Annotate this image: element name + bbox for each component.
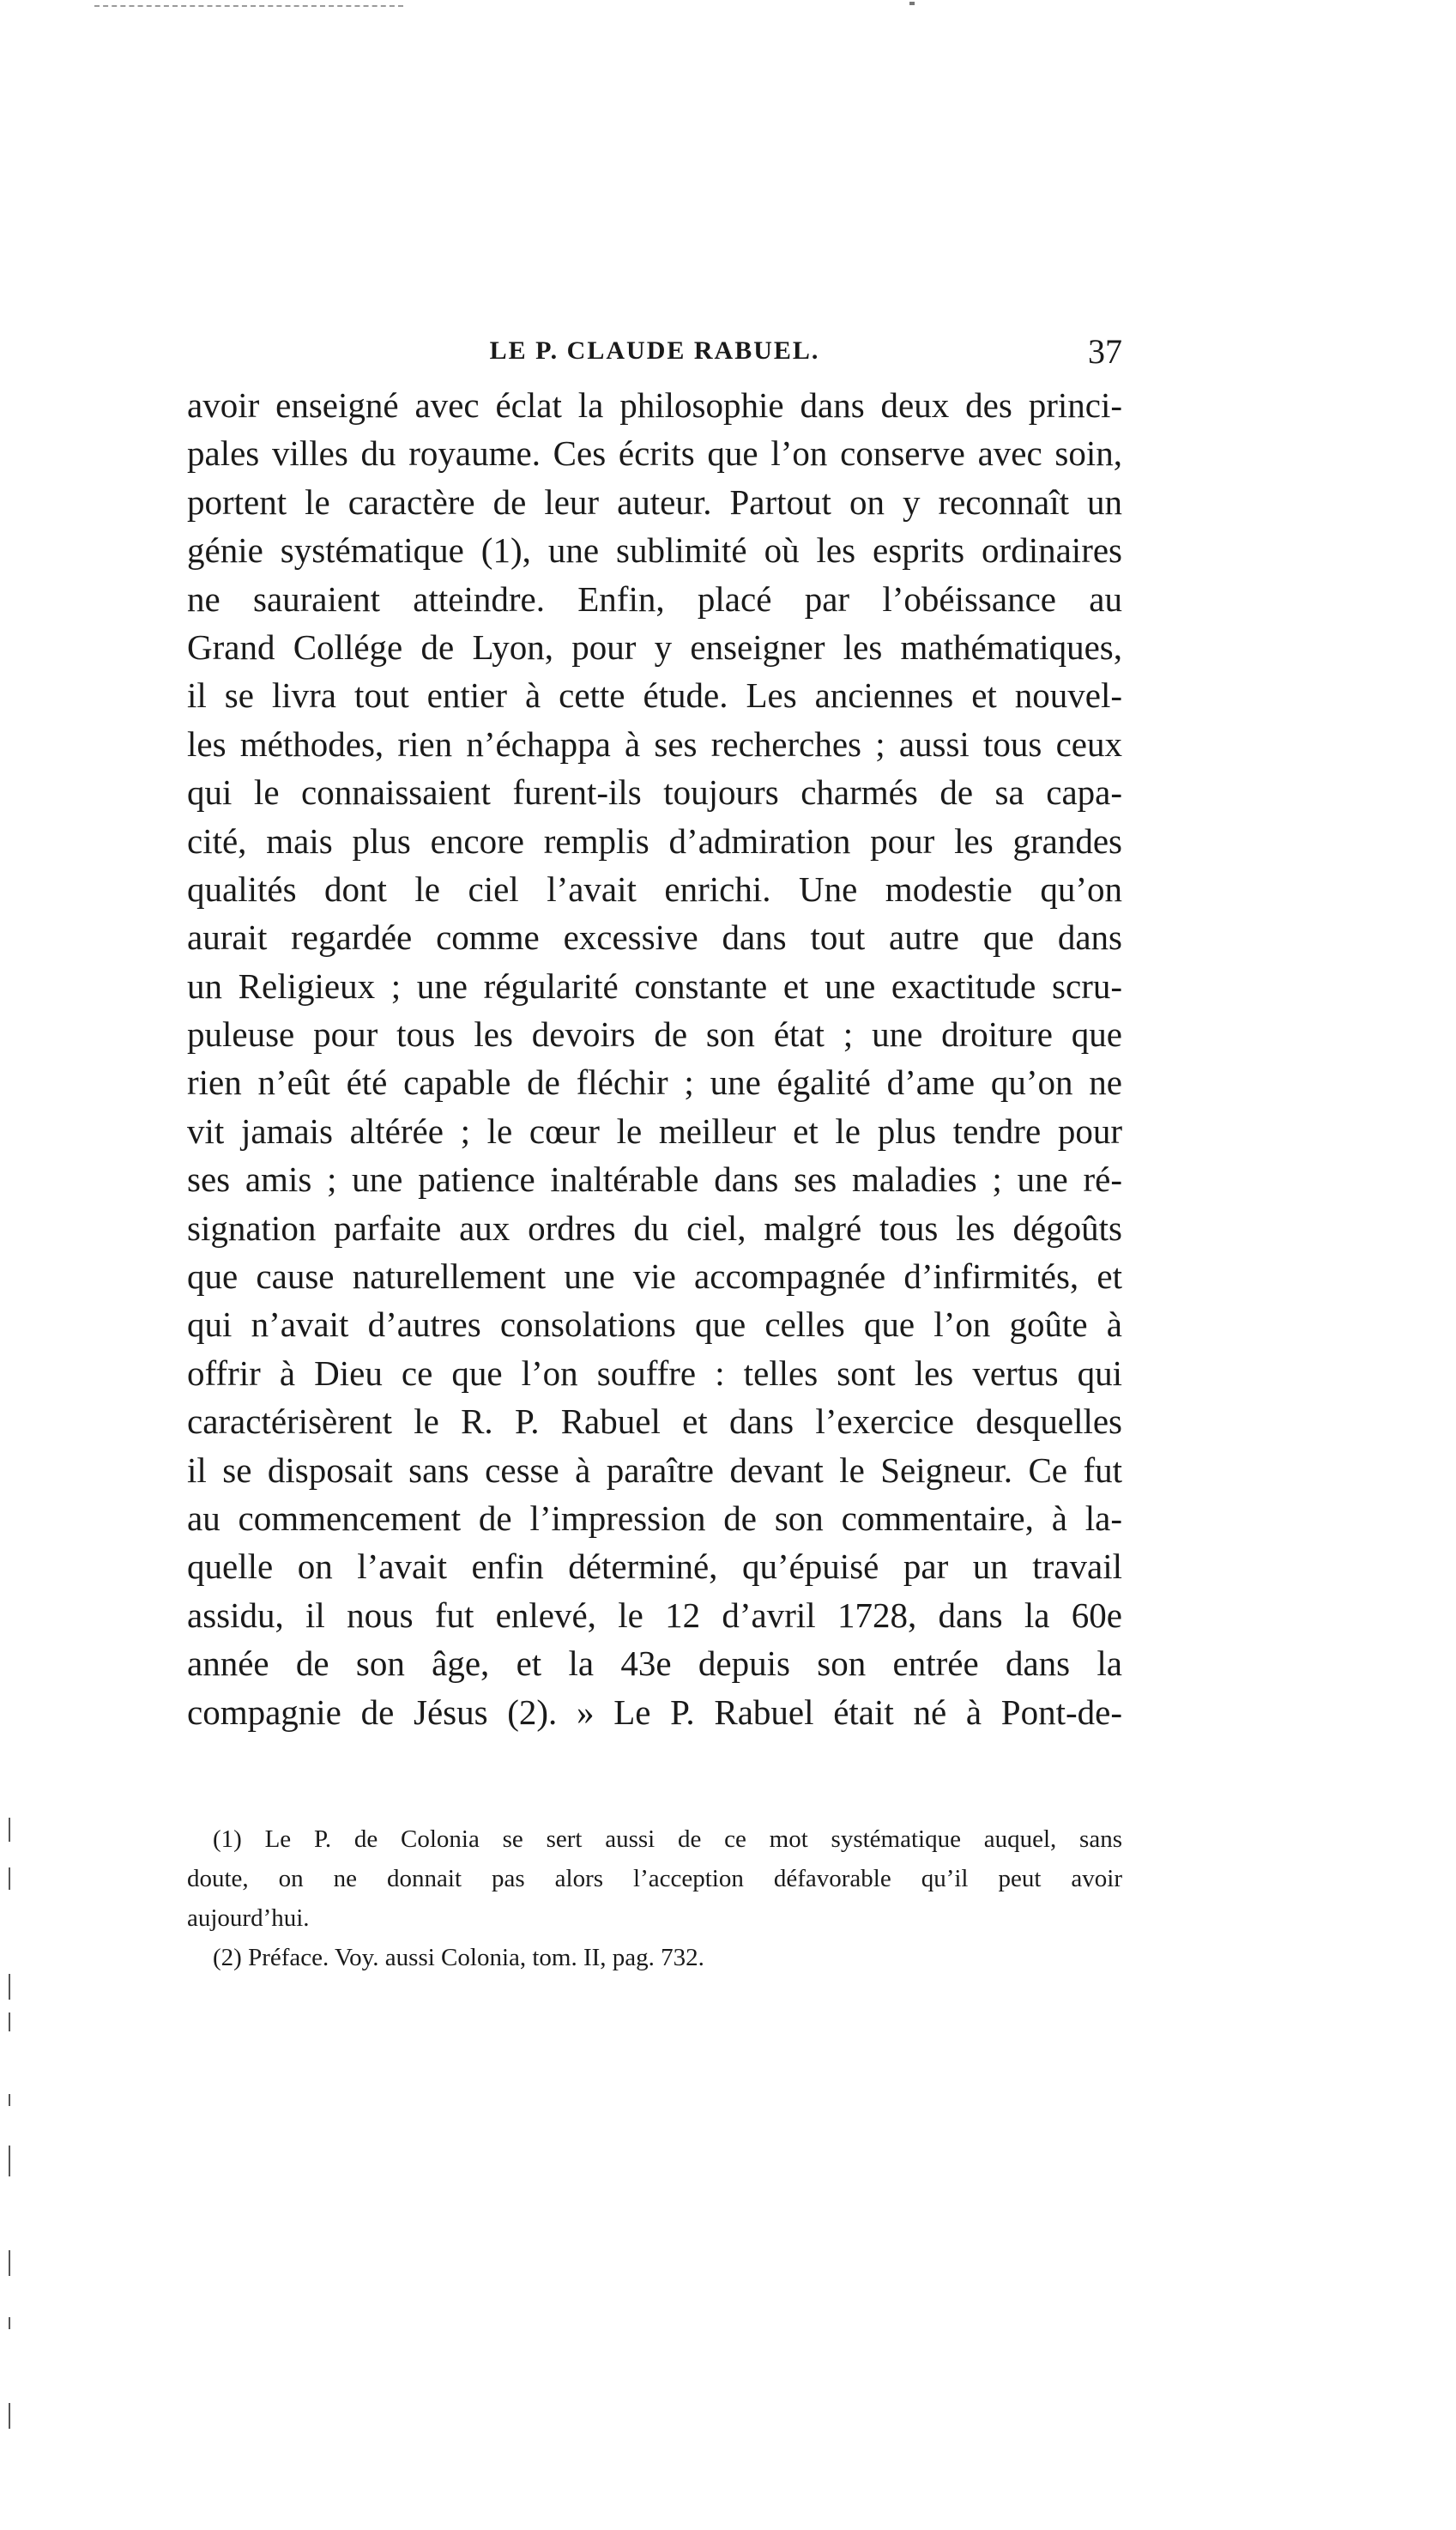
margin-scan-mark (9, 2250, 10, 2276)
footnote-1-line: (1) Le P. de Colonia se sert aussi de ce mot systématique auquel, sans (213, 1825, 1122, 1853)
text-line: portent le caractère de leur auteur. Partout on y reconnaît un (187, 481, 1122, 522)
text-line: il se disposait sans cesse à paraître devant le Seigneur. Ce fut (187, 1450, 1122, 1490)
running-head (187, 333, 1122, 376)
text-line: ses amis ; une patience inaltérable dans ses maladies ; une ré- (187, 1159, 1122, 1200)
text-line: aurait regardée comme excessive dans tout autre que dans (187, 917, 1122, 958)
text-line: caractérisèrent le R. P. Rabuel et dans l’exercice desquelles (187, 1401, 1122, 1442)
margin-scan-mark (9, 1974, 10, 2000)
text-line: génie systématique (1), une sublimité où les esprits ordinaires (187, 530, 1122, 571)
margin-scan-mark (9, 1867, 10, 1890)
margin-scan-mark (9, 2012, 10, 2031)
running-title: LE P. CLAUDE RABUEL. (489, 336, 820, 365)
text-line: un Religieux ; une régularité constante et une exactitude scru- (187, 965, 1122, 1006)
text-line: quelle on l’avait enfin déterminé, qu’épuisé par un travail (187, 1546, 1122, 1587)
footnote-1-line: doute, on ne donnait pas alors l’acception défavorable qu’il peut avoir (187, 1865, 1122, 1892)
scan-artifact-mark (909, 2, 915, 5)
text-line: Grand Collége de Lyon, pour y enseigner les mathématiques, (187, 626, 1122, 667)
margin-scan-mark (9, 1818, 10, 1842)
text-line: puleuse pour tous les devoirs de son état ; une droiture que (187, 1014, 1122, 1055)
text-line: avoir enseigné avec éclat la philosophie dans deux des princi- (187, 385, 1122, 425)
text-line: au commencement de l’impression de son commentaire, à la- (187, 1498, 1122, 1538)
footnote-2-line: (2) Préface. Voy. aussi Colonia, tom. II, pag. 732. (213, 1944, 704, 1971)
text-line: offrir à Dieu ce que l’on souffre : telles sont les vertus qui (187, 1353, 1122, 1393)
text-line: qui n’avait d’autres consolations que celles que l’on goûte à (187, 1304, 1122, 1345)
footnote-1-line: aujourd’hui. (187, 1904, 310, 1932)
text-line: vit jamais altérée ; le cœur le meilleur et le plus tendre pour (187, 1111, 1122, 1151)
text-line: signation parfaite aux ordres du ciel, malgré tous les dégoûts (187, 1208, 1122, 1248)
margin-scan-mark (9, 2317, 10, 2329)
text-line: assidu, il nous fut enlevé, le 12 d’avril 1728, dans la 60e (187, 1595, 1122, 1635)
text-line: les méthodes, rien n’échappa à ses recherches ; aussi tous ceux (187, 723, 1122, 764)
text-line: rien n’eût été capable de fléchir ; une égalité d’ame qu’on ne (187, 1062, 1122, 1103)
text-line: compagnie de Jésus (2). » Le P. Rabuel était né à Pont-de- (187, 1692, 1122, 1732)
text-line: il se livra tout entier à cette étude. Les anciennes et nouvel- (187, 675, 1122, 716)
margin-scan-mark (9, 2146, 10, 2176)
text-line: qui le connaissaient furent-ils toujours charmés de sa capa- (187, 772, 1122, 813)
body-text (187, 381, 1122, 1736)
text-line: pales villes du royaume. Ces écrits que l’on conserve avec soin, (187, 433, 1122, 474)
page-number: 37 (1088, 332, 1122, 371)
text-line: qualités dont le ciel l’avait enrichi. Une modestie qu’on (187, 869, 1122, 909)
text-line: que cause naturellement une vie accompagnée d’infirmités, et (187, 1256, 1122, 1297)
text-line: année de son âge, et la 43e depuis son entrée dans la (187, 1643, 1122, 1684)
text-line: cité, mais plus encore remplis d’admiration pour les grandes (187, 820, 1122, 861)
scan-artifact-line (94, 5, 403, 7)
margin-scan-mark (9, 2094, 10, 2106)
margin-scan-mark (9, 2403, 10, 2429)
text-line: ne sauraient atteindre. Enfin, placé par l’obéissance au (187, 578, 1122, 619)
footnotes (187, 1819, 1122, 1977)
